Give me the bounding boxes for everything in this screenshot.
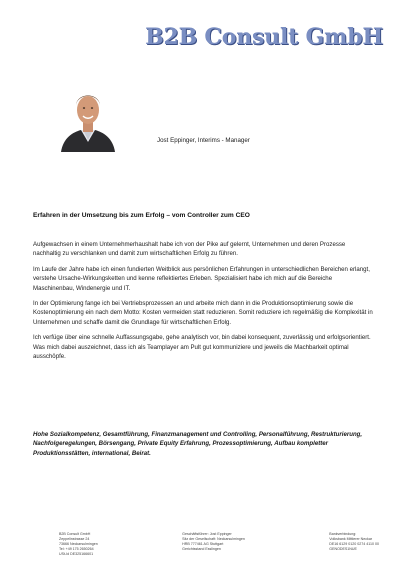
footer-line: HRB 777461 AG Stuttgart: [182, 542, 224, 546]
company-logo: B2B Consult GmbH: [145, 24, 383, 50]
footer-line: 73666 Neckarsulmingen: [59, 542, 98, 546]
footer-line: Geschäftsführer: Jost Eppinger: [182, 532, 232, 536]
footer-line: USt-Id DE325166601: [59, 552, 94, 556]
paragraph-optimization: In der Optimierung fange ich bei Vertriebsprozessen an und arbeite mich dann in die Produktionsoptimierung sowie die Kostenoptimierung ein nach dem Motto: Kosten vermeiden statt reduzieren. Somit reduziere ich regelmäßig die Komplexität in Unternehmen und schaffe damit die Grundlage für wirtschaftlichen Erfolg.: [33, 300, 373, 326]
body-text: [33, 240, 373, 367]
footer-line: Sitz der Gesellschaft: Neckarsulmingen: [182, 537, 245, 541]
footer-line: GENODES1NUE: [329, 547, 357, 551]
footer-line: DE16 6129 0120 0274 4110 00: [329, 542, 379, 546]
footer-company-info: [59, 532, 98, 557]
paragraph-qualities: Ich verfüge über eine schnelle Auffassungsgabe, gehe analytisch vor, bin dabei konsequent, zuverlässig und erfolgsorientiert. Was mich dabei auszeichnet, dass ich als Teamplayer am Pult gut kommuniziere und jeweils die Machbarkeit optimal ausschöpfe.: [33, 334, 371, 361]
headline: Erfahren in der Umsetzung bis zum Erfolg – vom Controller zum CEO: [33, 212, 250, 219]
portrait-photo: [59, 82, 117, 152]
footer-line: B2B Consult GmbH: [59, 532, 91, 536]
competency-summary: Hohe Sozialkompetenz, Gesamtführung, Finanzmanagement und Controlling, Personalführung, Restrukturierung, Nachfolgeregelungen, Börsengang, Private Equity Erfahrung, Prozessoptimierung, Aufbau kompletter Produktionsstätten, international, Beirat.: [33, 431, 363, 457]
portrait-caption: Jost Eppinger, Interims - Manager: [157, 137, 250, 144]
footer-line: Gerichtsstand Esslingen: [182, 547, 221, 551]
footer-line: Tel: +49 175 2650264: [59, 547, 94, 551]
footer: [59, 532, 379, 557]
paragraph-upbringing: Aufgewachsen in einem Unternehmerhaushalt habe ich von der Pike auf gelernt, Unternehmen und deren Prozesse nachhaltig zu verschlanken und damit zum wirtschaftlichen Erfolg zu führen.: [33, 241, 346, 258]
footer-line: Bankverbindung:: [329, 532, 357, 536]
paragraph-experience: Im Laufe der Jahre habe ich einen fundierten Weitblick aus persönlichen Erfahrungen in unterschiedlichen Bereichen erlangt, verstehe Ursache-Wirkungsketten und kenne reflektiertes Erleben. Spezialisiert habe ich mich auf die Bereiche Maschinenbau, Windenergie und IT.: [33, 265, 370, 292]
footer-bank-info: [329, 532, 379, 557]
footer-line: Volksbank Mittlerer Neckar: [329, 537, 373, 541]
footer-management-info: [182, 532, 245, 557]
footer-line: Zeppelinstrasse 24: [59, 537, 90, 541]
